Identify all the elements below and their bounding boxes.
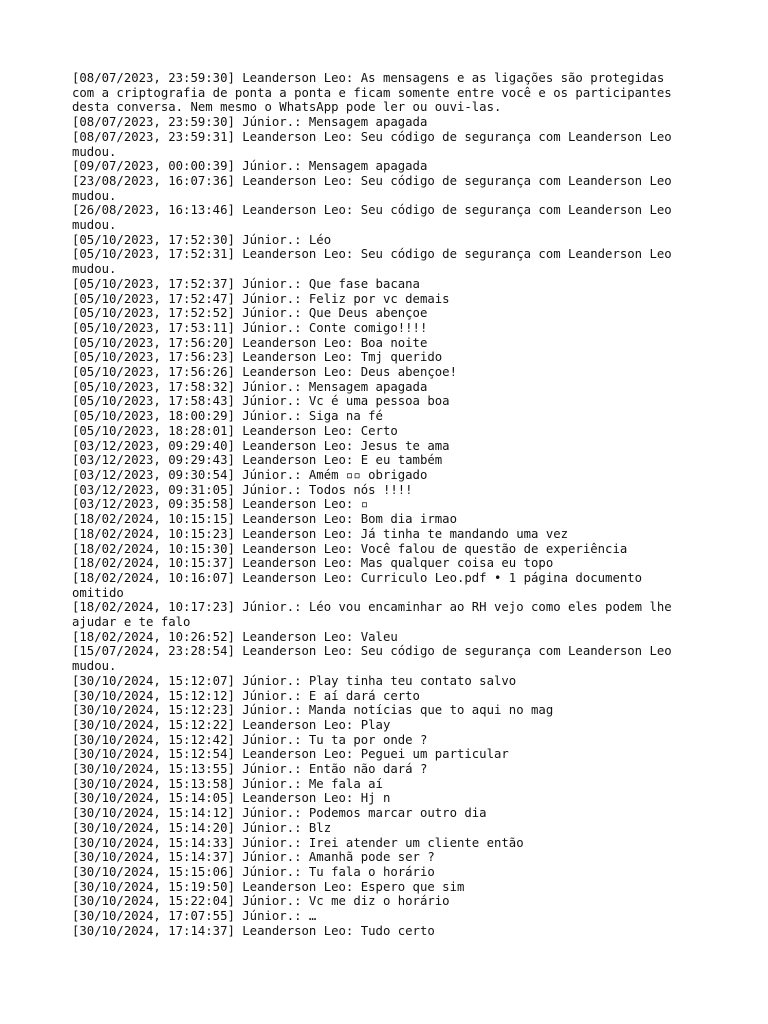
chat-message-line: [05/10/2023, 17:58:43] Júnior.: Vc é uma pessoa boa <box>72 394 450 409</box>
chat-message-line: [30/10/2024, 15:12:23] Júnior.: Manda notícias que to aqui no mag <box>72 703 554 718</box>
chat-message-line: [05/10/2023, 17:52:30] Júnior.: Léo <box>72 232 332 247</box>
chat-message-line: [30/10/2024, 17:07:55] Júnior.: … <box>72 909 317 924</box>
chat-message-line: [03/12/2023, 09:29:43] Leanderson Leo: E eu também <box>72 453 443 468</box>
chat-message-line: [18/02/2024, 10:15:30] Leanderson Leo: Você falou de questão de experiência <box>72 541 628 556</box>
chat-message-line: [30/10/2024, 15:13:58] Júnior.: Me fala aí <box>72 776 383 791</box>
chat-message-line: [30/10/2024, 15:12:54] Leanderson Leo: Peguei um particular <box>72 747 509 762</box>
chat-message-line: [18/02/2024, 10:15:23] Leanderson Leo: Já tinha te mandando uma vez <box>72 526 569 541</box>
chat-message-line: [30/10/2024, 15:22:04] Júnior.: Vc me diz o horário <box>72 894 450 909</box>
chat-message-line: [30/10/2024, 17:14:37] Leanderson Leo: Tudo certo <box>72 923 435 938</box>
chat-message-line: [05/10/2023, 17:52:37] Júnior.: Que fase bacana <box>72 276 420 291</box>
chat-message-line: [18/02/2024, 10:17:23] Júnior.: Léo vou encaminhar ao RH vejo como eles podem lhe ajudar e te falo <box>72 600 680 630</box>
chat-message-line: [30/10/2024, 15:15:06] Júnior.: Tu fala o horário <box>72 864 435 879</box>
chat-export-document <box>72 71 688 938</box>
chat-message-line: [05/10/2023, 17:53:11] Júnior.: Conte comigo!!!! <box>72 320 428 335</box>
chat-message-line: [30/10/2024, 15:12:12] Júnior.: E aí dará certo <box>72 688 420 703</box>
chat-message-line: [05/10/2023, 17:56:20] Leanderson Leo: Boa noite <box>72 335 428 350</box>
chat-message-line: [05/10/2023, 18:00:29] Júnior.: Siga na fé <box>72 409 383 424</box>
chat-message-line: [30/10/2024, 15:12:07] Júnior.: Play tinha teu contato salvo <box>72 673 517 688</box>
chat-message-line: [05/10/2023, 18:28:01] Leanderson Leo: Certo <box>72 423 398 438</box>
chat-message-line: [30/10/2024, 15:12:42] Júnior.: Tu ta por onde ? <box>72 732 428 747</box>
chat-message-line: [30/10/2024, 15:19:50] Leanderson Leo: Espero que sim <box>72 879 465 894</box>
chat-message-line: [03/12/2023, 09:30:54] Júnior.: Amém ▫▫ obrigado <box>72 467 428 482</box>
chat-message-line: [18/02/2024, 10:15:37] Leanderson Leo: Mas qualquer coisa eu topo <box>72 556 554 571</box>
chat-message-line: [30/10/2024, 15:14:12] Júnior.: Podemos marcar outro dia <box>72 806 487 821</box>
chat-message-line: [30/10/2024, 15:14:33] Júnior.: Irei atender um cliente então <box>72 835 524 850</box>
chat-message-line: [03/12/2023, 09:29:40] Leanderson Leo: Jesus te ama <box>72 438 450 453</box>
chat-message-line: [18/02/2024, 10:26:52] Leanderson Leo: Valeu <box>72 629 398 644</box>
chat-message-line: [03/12/2023, 09:35:58] Leanderson Leo: ▫ <box>72 497 369 512</box>
chat-message-line: [23/08/2023, 16:07:36] Leanderson Leo: Seu código de segurança com Leanderson Leo mudou. <box>72 173 680 203</box>
chat-message-line: [08/07/2023, 23:59:30] Júnior.: Mensagem apagada <box>72 115 428 130</box>
chat-message-line: [30/10/2024, 15:14:20] Júnior.: Blz <box>72 820 332 835</box>
chat-message-line: [08/07/2023, 23:59:31] Leanderson Leo: Seu código de segurança com Leanderson Leo mudou. <box>72 129 680 159</box>
chat-message-line: [09/07/2023, 00:00:39] Júnior.: Mensagem apagada <box>72 159 428 174</box>
chat-message-line: [30/10/2024, 15:14:05] Leanderson Leo: Hj n <box>72 791 391 806</box>
chat-message-line: [30/10/2024, 15:14:37] Júnior.: Amanhã pode ser ? <box>72 850 435 865</box>
chat-message-line: [15/07/2024, 23:28:54] Leanderson Leo: Seu código de segurança com Leanderson Leo mudou. <box>72 644 680 674</box>
chat-message-line: [05/10/2023, 17:58:32] Júnior.: Mensagem apagada <box>72 379 428 394</box>
chat-message-line: [08/07/2023, 23:59:30] Leanderson Leo: As mensagens e as ligações são protegidas com a criptografia de ponta a ponta e ficam somente entre você e os participantes desta conversa. Nem mesmo o WhatsApp pode ler ou ouvi-las. <box>72 71 680 115</box>
chat-message-line: [30/10/2024, 15:13:55] Júnior.: Então não dará ? <box>72 762 428 777</box>
chat-message-line: [30/10/2024, 15:12:22] Leanderson Leo: Play <box>72 717 391 732</box>
chat-message-line: [03/12/2023, 09:31:05] Júnior.: Todos nós !!!! <box>72 482 413 497</box>
chat-message-line: [05/10/2023, 17:56:26] Leanderson Leo: Deus abençoe! <box>72 365 457 380</box>
chat-message-line: [05/10/2023, 17:56:23] Leanderson Leo: Tmj querido <box>72 350 443 365</box>
chat-message-line: [05/10/2023, 17:52:47] Júnior.: Feliz por vc demais <box>72 291 450 306</box>
chat-message-line: [18/02/2024, 10:16:07] Leanderson Leo: Curriculo Leo.pdf • 1 página documento omitido <box>72 570 650 600</box>
chat-message-line: [05/10/2023, 17:52:31] Leanderson Leo: Seu código de segurança com Leanderson Leo mudou. <box>72 247 680 277</box>
chat-message-line: [18/02/2024, 10:15:15] Leanderson Leo: Bom dia irmao <box>72 512 457 527</box>
chat-message-line: [26/08/2023, 16:13:46] Leanderson Leo: Seu código de segurança com Leanderson Leo mudou. <box>72 203 680 233</box>
chat-message-line: [05/10/2023, 17:52:52] Júnior.: Que Deus abençoe <box>72 306 428 321</box>
